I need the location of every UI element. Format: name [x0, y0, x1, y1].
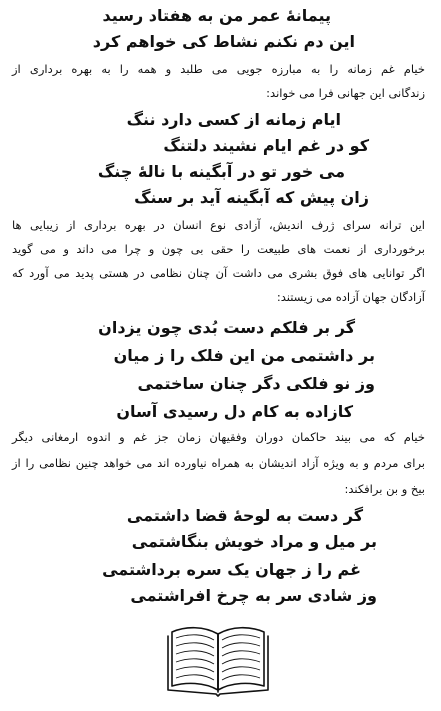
- stanza4-verse3: غم را ز جهان یک سره برداشتمی: [102, 560, 361, 579]
- stanza2-verse2: کو در غم ایام نشیند دلتنگ: [163, 136, 369, 155]
- stanza3-verse3: وز نو فلکی دگر چنان ساختمی: [137, 374, 375, 393]
- stanza1-verse2: این دم نکنم نشاط کی خواهم کرد: [92, 32, 355, 51]
- paragraph3-line3: بیخ و بن برافکند:: [344, 482, 425, 496]
- stanza1-verse1: پیمانهٔ عمر من به هفتاد رسید: [102, 6, 331, 25]
- stanza3-verse2: بر داشتمی من این فلک را ز میان: [113, 346, 375, 365]
- open-book-icon: [164, 616, 272, 698]
- stanza2-verse3: می خور تو در آبگینه با نالهٔ چنگ: [97, 162, 345, 181]
- paragraph2-line1: این ترانه سرای ژرف اندیش، آزادی نوع انسان در بهره برداری از زیبایی ها: [12, 218, 425, 232]
- paragraph3-line2: برای مردم و به ویژه آزاد اندیشان به همراه نیاورده اند می خواهد چنین نظامی را از: [12, 456, 425, 470]
- paragraph3-line1: خیام که می بیند حاکمان دوران وفقیهان زمان جز غم و اندوه ارمغانی دیگر: [12, 430, 425, 444]
- stanza2-verse4: زان پیش که آبگینه آید بر سنگ: [134, 188, 369, 207]
- stanza4-verse4: وز شادی سر به چرخ افراشتمی: [130, 586, 377, 605]
- paragraph2-line4: آزادگان جهان آزاده می زیستند:: [276, 290, 425, 304]
- stanza3-verse4: کازاده به کام دل رسیدی آسان: [116, 402, 353, 421]
- paragraph2-line3: اگر توانایی های فوق بشری می داشت آن چنان نظامی در هستی پدید می آورد که: [12, 266, 425, 280]
- stanza4-verse2: بر میل و مراد خویش بنگاشتمی: [131, 532, 377, 551]
- stanza2-verse1: ایام زمانه از کسی دارد ننگ: [126, 110, 341, 129]
- stanza3-verse1: گر بر فلکم دست بُدی چون یزدان: [98, 318, 355, 337]
- paragraph2-line2: برخورداری از نعمت های طبیعت را حقی بی چون و چرا می داند و می گوید: [12, 242, 425, 256]
- paragraph1-line1: خیام غم زمانه را به مبارزه جویی می طلبد و همه را به بهره برداری از: [12, 62, 425, 76]
- paragraph1-line2: زندگانی این جهانی فرا می خواند:: [266, 86, 425, 100]
- stanza4-verse1: گر دست به لوحهٔ قضا داشتمی: [126, 506, 363, 525]
